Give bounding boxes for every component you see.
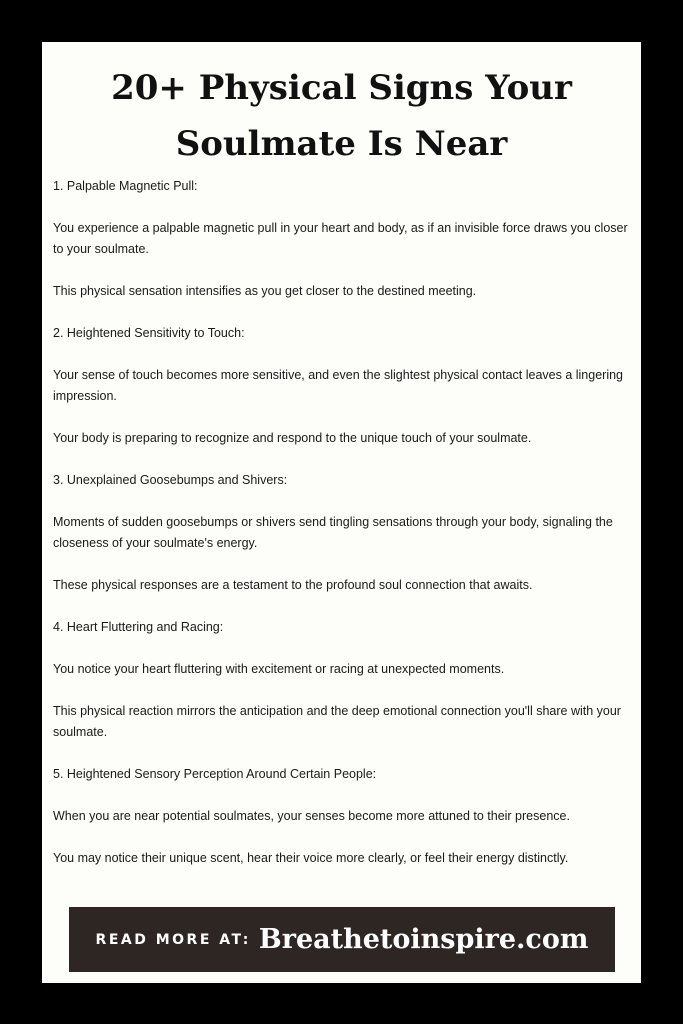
paragraph: These physical responses are a testament to the profound soul connection that awaits. xyxy=(53,578,533,592)
article-card xyxy=(42,42,641,983)
paragraph: Your body is preparing to recognize and respond to the unique touch of your soulmate. xyxy=(53,431,532,445)
paragraph: You may notice their unique scent, hear their voice more clearly, or feel their energy distinctly. xyxy=(53,851,569,865)
paragraph: You notice your heart fluttering with excitement or racing at unexpected moments. xyxy=(53,662,505,676)
read-more-banner[interactable] xyxy=(69,907,615,972)
paragraph: Your sense of touch becomes more sensitive, and even the slightest physical contact leaves a lingering impression. xyxy=(53,368,624,403)
paragraph: This physical sensation intensifies as you get closer to the destined meeting. xyxy=(53,284,477,298)
paragraph: When you are near potential soulmates, your senses become more attuned to their presence. xyxy=(53,809,570,823)
section-heading: 1. Palpable Magnetic Pull: xyxy=(53,179,198,193)
paragraph: Moments of sudden goosebumps or shivers send tingling sensations through your body, signaling the closeness of your soulmate's energy. xyxy=(53,515,613,550)
paragraph: This physical reaction mirrors the anticipation and the deep emotional connection you'll share with your soulmate. xyxy=(53,704,621,739)
section-heading: 4. Heart Fluttering and Racing: xyxy=(53,620,224,634)
read-more-label: READ MORE AT: xyxy=(95,931,251,948)
section-heading: 5. Heightened Sensory Perception Around Certain People: xyxy=(53,767,377,781)
title-line-1: 20+ Physical Signs Your xyxy=(111,68,572,108)
title-line-2: Soulmate Is Near xyxy=(175,124,508,164)
section-heading: 2. Heightened Sensitivity to Touch: xyxy=(53,326,245,340)
paragraph: You experience a palpable magnetic pull in your heart and body, as if an invisible force draws you closer to your soulmate. xyxy=(53,221,628,256)
article-body xyxy=(53,176,631,890)
section-heading: 3. Unexplained Goosebumps and Shivers: xyxy=(53,473,288,487)
page-title xyxy=(42,60,641,172)
website-link[interactable]: Breathetoinspire.com xyxy=(258,924,589,955)
